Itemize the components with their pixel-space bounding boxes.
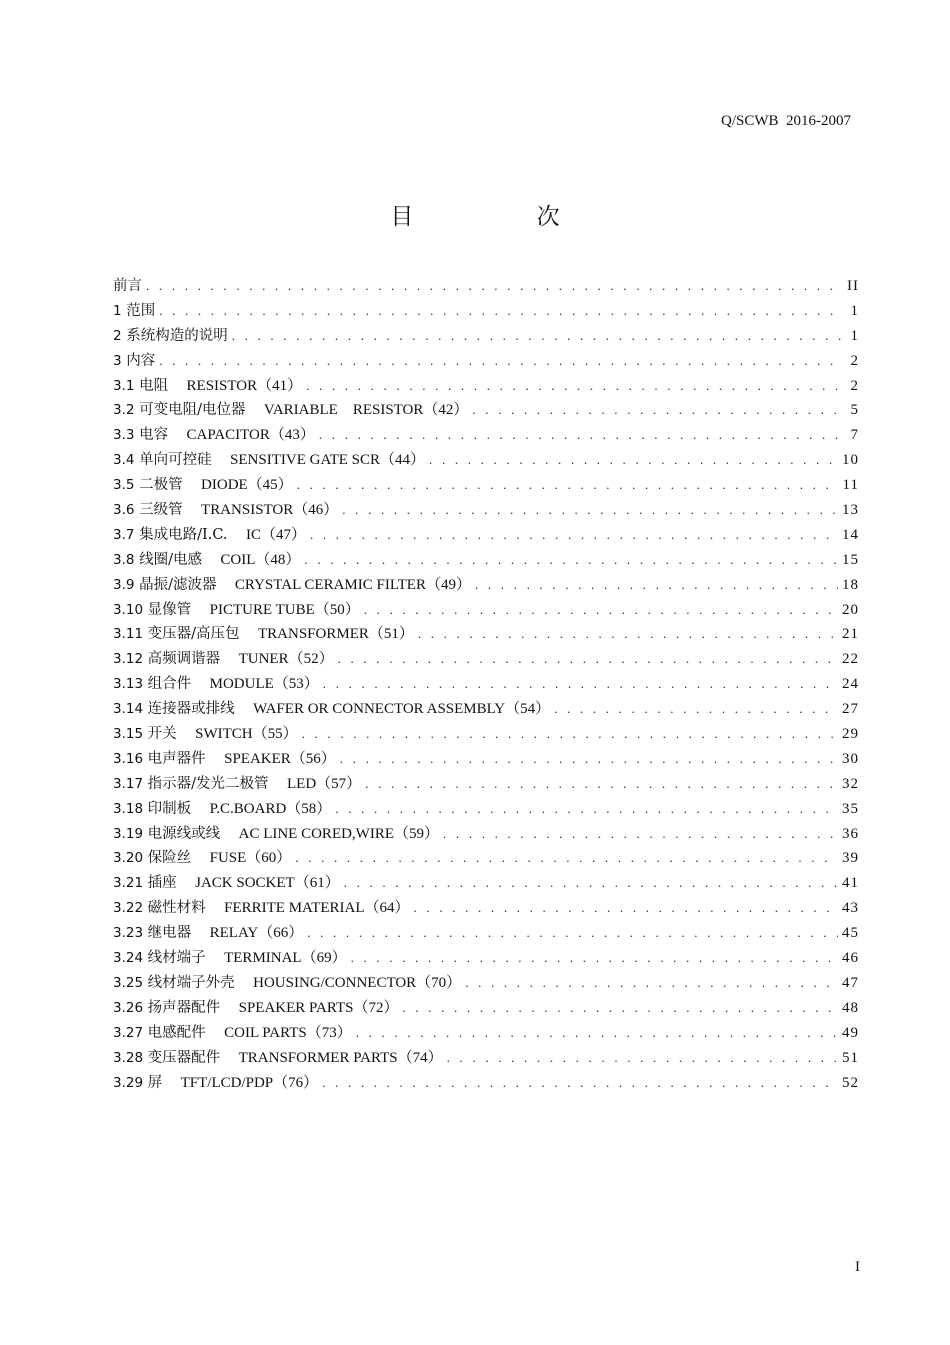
toc-entry-label: [113, 996, 398, 1021]
dot-leader: [306, 374, 841, 399]
toc-entry-number: 2: [113, 327, 122, 344]
toc-entry-label: [113, 573, 471, 598]
toc-entry-title-en: CAPACITOR（43）: [186, 427, 315, 444]
toc-entry-title-en: P.C.BOARD（58）: [209, 800, 332, 817]
toc-entry-title-zh: 电声器件: [147, 750, 206, 767]
toc-entry[interactable]: [113, 971, 859, 996]
toc-entry-label: [113, 946, 347, 971]
dot-leader: [365, 772, 838, 797]
dot-leader: [323, 672, 838, 697]
page-number: I: [855, 1259, 860, 1275]
dot-leader: [429, 448, 838, 473]
toc-entry-page: 15: [842, 551, 859, 568]
dot-leader: [364, 598, 838, 623]
toc-entry[interactable]: [113, 647, 859, 672]
toc-entry-title-en: SENSITIVE GATE SCR（44）: [230, 452, 426, 469]
toc-entry[interactable]: [113, 299, 859, 324]
toc-entry-title-zh: 单向可控硅: [139, 452, 212, 469]
toc-entry-number: 3.23: [113, 925, 144, 942]
toc-entry-label: [113, 598, 360, 623]
toc-entry-label: [113, 896, 410, 921]
toc-entry-title-en: AC LINE CORED,WIRE（59）: [238, 825, 440, 842]
toc-entry-page: 13: [842, 502, 859, 519]
toc-entry[interactable]: [113, 1046, 859, 1071]
toc-entry-title-zh: 继电器: [147, 925, 192, 942]
toc-entry-title-zh: 指示器/发光二极管: [147, 775, 269, 792]
toc-entry-label: [113, 647, 334, 672]
toc-entry[interactable]: [113, 622, 859, 647]
toc-entry-number: 3: [113, 352, 122, 369]
toc-entry-title-zh: 系统构造的说明: [126, 327, 228, 344]
toc-entry[interactable]: [113, 573, 859, 598]
toc-entry-number: 3.11: [113, 626, 144, 643]
toc-entry-number: 3.1: [113, 377, 135, 394]
toc-entry-number: 3.27: [113, 1024, 144, 1041]
toc-entry-title-en: RELAY（66）: [209, 925, 304, 942]
dot-leader: [340, 747, 838, 772]
dot-leader: [342, 498, 838, 523]
toc-entry-number: 3.21: [113, 875, 144, 892]
toc-entry-page: 24: [842, 676, 859, 693]
toc-entry-page: 7: [850, 427, 859, 444]
toc-entry-title-zh: 三级管: [139, 502, 183, 519]
toc-entry-label: [113, 797, 331, 822]
dot-leader: [418, 622, 838, 647]
toc-entry-label: [113, 1021, 352, 1046]
dot-leader: [232, 324, 841, 349]
toc-entry-label: [113, 398, 468, 423]
dot-leader: [159, 349, 841, 374]
toc-entry-label: [113, 722, 298, 747]
toc-entry-page: 5: [850, 402, 859, 419]
toc-entry-title-en: TRANSFORMER（51）: [258, 626, 414, 643]
toc-entry-number: 3.15: [113, 726, 144, 743]
toc-entry[interactable]: [113, 324, 859, 349]
toc-entry[interactable]: [113, 797, 859, 822]
toc-entry-page: 21: [842, 626, 859, 643]
toc-entry-page: 43: [842, 900, 859, 917]
toc-entry-title-zh: 可变电阻/电位器: [139, 402, 246, 419]
toc-entry-title-zh: 保险丝: [147, 850, 192, 867]
toc-entry-page: 11: [842, 477, 859, 494]
toc-entry-number: 3.4: [113, 452, 135, 469]
toc-entry-page: 46: [842, 950, 859, 967]
toc-entry-label: [113, 274, 142, 299]
toc-entry[interactable]: [113, 523, 859, 548]
toc-entry-title-zh: 印制板: [147, 800, 192, 817]
toc-entry-label: [113, 498, 338, 523]
toc-entry-page: 29: [842, 726, 859, 743]
dot-leader: [146, 274, 841, 299]
toc-entry-title-zh: 范围: [126, 302, 156, 319]
toc-entry-number: 3.10: [113, 601, 144, 618]
toc-entry-title-en: DIODE（45）: [201, 477, 293, 494]
toc-entry-page: 22: [842, 651, 859, 668]
toc-entry-label: [113, 349, 155, 374]
toc-entry-page: 35: [842, 800, 859, 817]
toc-entry-title-zh: 电源线或线: [147, 825, 221, 842]
dot-leader: [402, 996, 838, 1021]
toc-entry-page: 52: [842, 1074, 859, 1091]
toc-entry-number: 3.2: [113, 402, 135, 419]
dot-leader: [338, 647, 838, 672]
toc-entry[interactable]: [113, 772, 859, 797]
toc-entry-title-en: CRYSTAL CERAMIC FILTER（49）: [234, 576, 471, 593]
toc-entry-page: 47: [842, 974, 859, 991]
toc-entry-label: [113, 697, 550, 722]
toc-entry[interactable]: [113, 822, 859, 847]
toc-entry-page: 45: [842, 925, 859, 942]
toc-entry[interactable]: [113, 423, 859, 448]
toc-entry-title-en: TRANSFORMER PARTS（74）: [238, 1049, 443, 1066]
toc-entry-title-zh: 扬声器配件: [147, 999, 221, 1016]
toc-entry-title-zh: 电阻: [139, 377, 169, 394]
toc-entry-number: 3.24: [113, 950, 144, 967]
toc-entry-page: 36: [842, 825, 859, 842]
toc-entry-page: 32: [842, 775, 859, 792]
toc-entry[interactable]: [113, 349, 859, 374]
toc-entry[interactable]: [113, 448, 859, 473]
toc-entry[interactable]: [113, 946, 859, 971]
toc-entry[interactable]: [113, 1021, 859, 1046]
toc-entry-number: 3.6: [113, 502, 135, 519]
toc-entry-number: 3.9: [113, 576, 135, 593]
dot-leader: [554, 697, 838, 722]
toc-entry-label: [113, 523, 306, 548]
dot-leader: [465, 971, 838, 996]
toc-entry-title-en: PICTURE TUBE（50）: [209, 601, 360, 618]
toc-entry-page: II: [847, 278, 859, 294]
toc-entry-title-en: JACK SOCKET（61）: [195, 875, 340, 892]
toc-entry-number: 3.16: [113, 750, 144, 767]
toc-entry-label: [113, 548, 300, 573]
toc-entry-label: [113, 473, 293, 498]
dot-leader: [344, 871, 838, 896]
toc-entry-title-zh: 内容: [126, 352, 156, 369]
toc-entry[interactable]: [113, 697, 859, 722]
toc-entry-number: 3.12: [113, 651, 144, 668]
dot-leader: [472, 398, 841, 423]
toc-entry-label: [113, 822, 439, 847]
toc-entry-title-en: VARIABLE RESISTOR（42）: [263, 402, 469, 419]
toc-entry-page: 30: [842, 750, 859, 767]
toc-entry-title-en: HOUSING/CONNECTOR（70）: [253, 974, 462, 991]
toc-entry-title-zh: 二极管: [139, 477, 183, 494]
dot-leader: [159, 299, 841, 324]
toc-entry-number: 3.7: [113, 526, 135, 543]
toc-entry-label: [113, 1071, 318, 1096]
toc-entry[interactable]: [113, 722, 859, 747]
toc-entry-title-zh: 高频调谐器: [147, 651, 221, 668]
toc-entry-title-zh: 变压器/高压包: [147, 626, 240, 643]
toc-entry-title-zh: 线材端子: [147, 950, 206, 967]
toc-entry-number: 3.19: [113, 825, 144, 842]
toc-entry-number: 3.22: [113, 900, 144, 917]
toc-entry-label: [113, 772, 361, 797]
toc-entry-title-zh: 线圈/电感: [139, 551, 202, 568]
dot-leader: [307, 921, 838, 946]
dot-leader: [319, 423, 841, 448]
toc-entry-label: [113, 747, 336, 772]
toc-entry[interactable]: [113, 473, 859, 498]
dot-leader: [447, 1046, 838, 1071]
toc-entry-number: 3.17: [113, 775, 144, 792]
toc-entry-page: 27: [842, 701, 859, 718]
toc-entry-number: 3.18: [113, 800, 144, 817]
toc-entry[interactable]: [113, 921, 859, 946]
toc-entry-title-zh: 屏: [147, 1074, 163, 1091]
toc-entry-title-zh: 电容: [139, 427, 169, 444]
dot-leader: [302, 722, 838, 747]
toc-entry-title-en: TUNER（52）: [238, 651, 334, 668]
toc-entry-page: 49: [842, 1024, 859, 1041]
toc-entry-label: [113, 921, 303, 946]
toc-entry-title-en: MODULE（53）: [209, 676, 319, 693]
toc-entry-number: 3.5: [113, 477, 135, 494]
dot-leader: [414, 896, 838, 921]
toc-entry-title-en: SPEAKER（56）: [224, 750, 336, 767]
toc-entry-title-en: LED（57）: [287, 775, 362, 792]
toc-entry[interactable]: [113, 672, 859, 697]
toc-entry-label: [113, 971, 461, 996]
toc-entry-label: [113, 374, 302, 399]
toc-entry-number: 3.3: [113, 427, 135, 444]
toc-entry-page: 51: [842, 1049, 859, 1066]
toc-entry[interactable]: [113, 374, 859, 399]
toc-entry-title-en: COIL PARTS（73）: [224, 1024, 352, 1041]
toc-entry-label: [113, 846, 291, 871]
toc-entry-number: 3.14: [113, 701, 144, 718]
toc-entry-label: [113, 672, 319, 697]
toc-entry[interactable]: [113, 871, 859, 896]
toc-entry[interactable]: [113, 1071, 859, 1096]
toc-entry-page: 2: [850, 352, 859, 369]
toc-entry-number: 3.20: [113, 850, 144, 867]
toc-entry-title-en: WAFER OR CONNECTOR ASSEMBLY（54）: [253, 701, 551, 718]
toc-entry[interactable]: [113, 498, 859, 523]
toc-entry-title-zh: 前言: [113, 278, 142, 294]
toc-entry[interactable]: [113, 996, 859, 1021]
toc-entry-number: 3.25: [113, 974, 144, 991]
toc-entry-label: [113, 622, 414, 647]
toc-entry-number: 3.26: [113, 999, 144, 1016]
toc-entry-title-en: TRANSISTOR（46）: [201, 502, 339, 519]
toc-entry-title-zh: 线材端子外壳: [147, 974, 235, 991]
toc-entry-page: 18: [842, 576, 859, 593]
toc-entry-title-zh: 电感配件: [147, 1024, 206, 1041]
toc-entry-title-en: TERMINAL（69）: [224, 950, 347, 967]
toc-entry-number: 3.8: [113, 551, 135, 568]
toc-entry[interactable]: [113, 548, 859, 573]
toc-entry-title-zh: 晶振/滤波器: [139, 576, 217, 593]
dot-leader: [335, 797, 838, 822]
toc-entry-page: 41: [842, 875, 859, 892]
toc-entry-title-zh: 变压器配件: [147, 1049, 221, 1066]
dot-leader: [297, 473, 839, 498]
toc-entry-number: 3.13: [113, 676, 144, 693]
toc-entry-title-en: FERRITE MATERIAL（64）: [224, 900, 410, 917]
table-of-contents: [113, 274, 859, 1095]
toc-entry[interactable]: [113, 598, 859, 623]
dot-leader: [351, 946, 838, 971]
dot-leader: [475, 573, 838, 598]
toc-entry-title-en: FUSE（60）: [209, 850, 292, 867]
toc-entry-number: 3.29: [113, 1074, 144, 1091]
toc-entry-label: [113, 423, 315, 448]
toc-entry-page: 48: [842, 999, 859, 1016]
toc-entry-label: [113, 871, 340, 896]
toc-entry-label: [113, 299, 155, 324]
dot-leader: [443, 822, 838, 847]
toc-entry-number: 1: [113, 302, 122, 319]
dot-leader: [304, 548, 838, 573]
toc-entry-page: 1: [850, 302, 859, 319]
toc-entry-page: 20: [842, 601, 859, 618]
toc-entry-title-zh: 集成电路/I.C.: [139, 526, 228, 543]
toc-entry-page: 10: [842, 452, 859, 469]
toc-entry-label: [113, 324, 228, 349]
toc-entry[interactable]: [113, 896, 859, 921]
toc-entry-title-en: SWITCH（55）: [195, 726, 298, 743]
toc-entry-title-zh: 开关: [147, 726, 177, 743]
dot-leader: [310, 523, 838, 548]
toc-entry-title-zh: 插座: [147, 875, 177, 892]
toc-entry-page: 14: [842, 526, 859, 543]
document-code: Q/SCWB 2016-2007: [720, 113, 851, 129]
page-title: 目 次: [390, 204, 618, 230]
toc-entry-title-zh: 连接器或排线: [147, 701, 235, 718]
toc-entry-title-en: COIL（48）: [220, 551, 301, 568]
toc-entry-page: 39: [842, 850, 859, 867]
toc-entry-label: [113, 448, 425, 473]
toc-entry-title-zh: 显像管: [147, 601, 192, 618]
toc-entry-title-en: TFT/LCD/PDP（76）: [180, 1074, 319, 1091]
toc-entry-number: 3.28: [113, 1049, 144, 1066]
toc-entry[interactable]: [113, 846, 859, 871]
toc-entry[interactable]: [113, 398, 859, 423]
toc-entry[interactable]: [113, 747, 859, 772]
toc-entry-page: 1: [850, 327, 859, 344]
dot-leader: [295, 846, 838, 871]
toc-entry-title-zh: 组合件: [147, 676, 192, 693]
toc-entry-title-en: IC（47）: [245, 526, 306, 543]
dot-leader: [322, 1071, 838, 1096]
toc-entry-title-zh: 磁性材料: [147, 900, 206, 917]
toc-entry-title-en: RESISTOR（41）: [186, 377, 303, 394]
dot-leader: [356, 1021, 838, 1046]
toc-entry-label: [113, 1046, 443, 1071]
toc-entry-title-en: SPEAKER PARTS（72）: [238, 999, 399, 1016]
toc-entry[interactable]: [113, 274, 859, 299]
toc-entry-page: 2: [850, 377, 859, 394]
